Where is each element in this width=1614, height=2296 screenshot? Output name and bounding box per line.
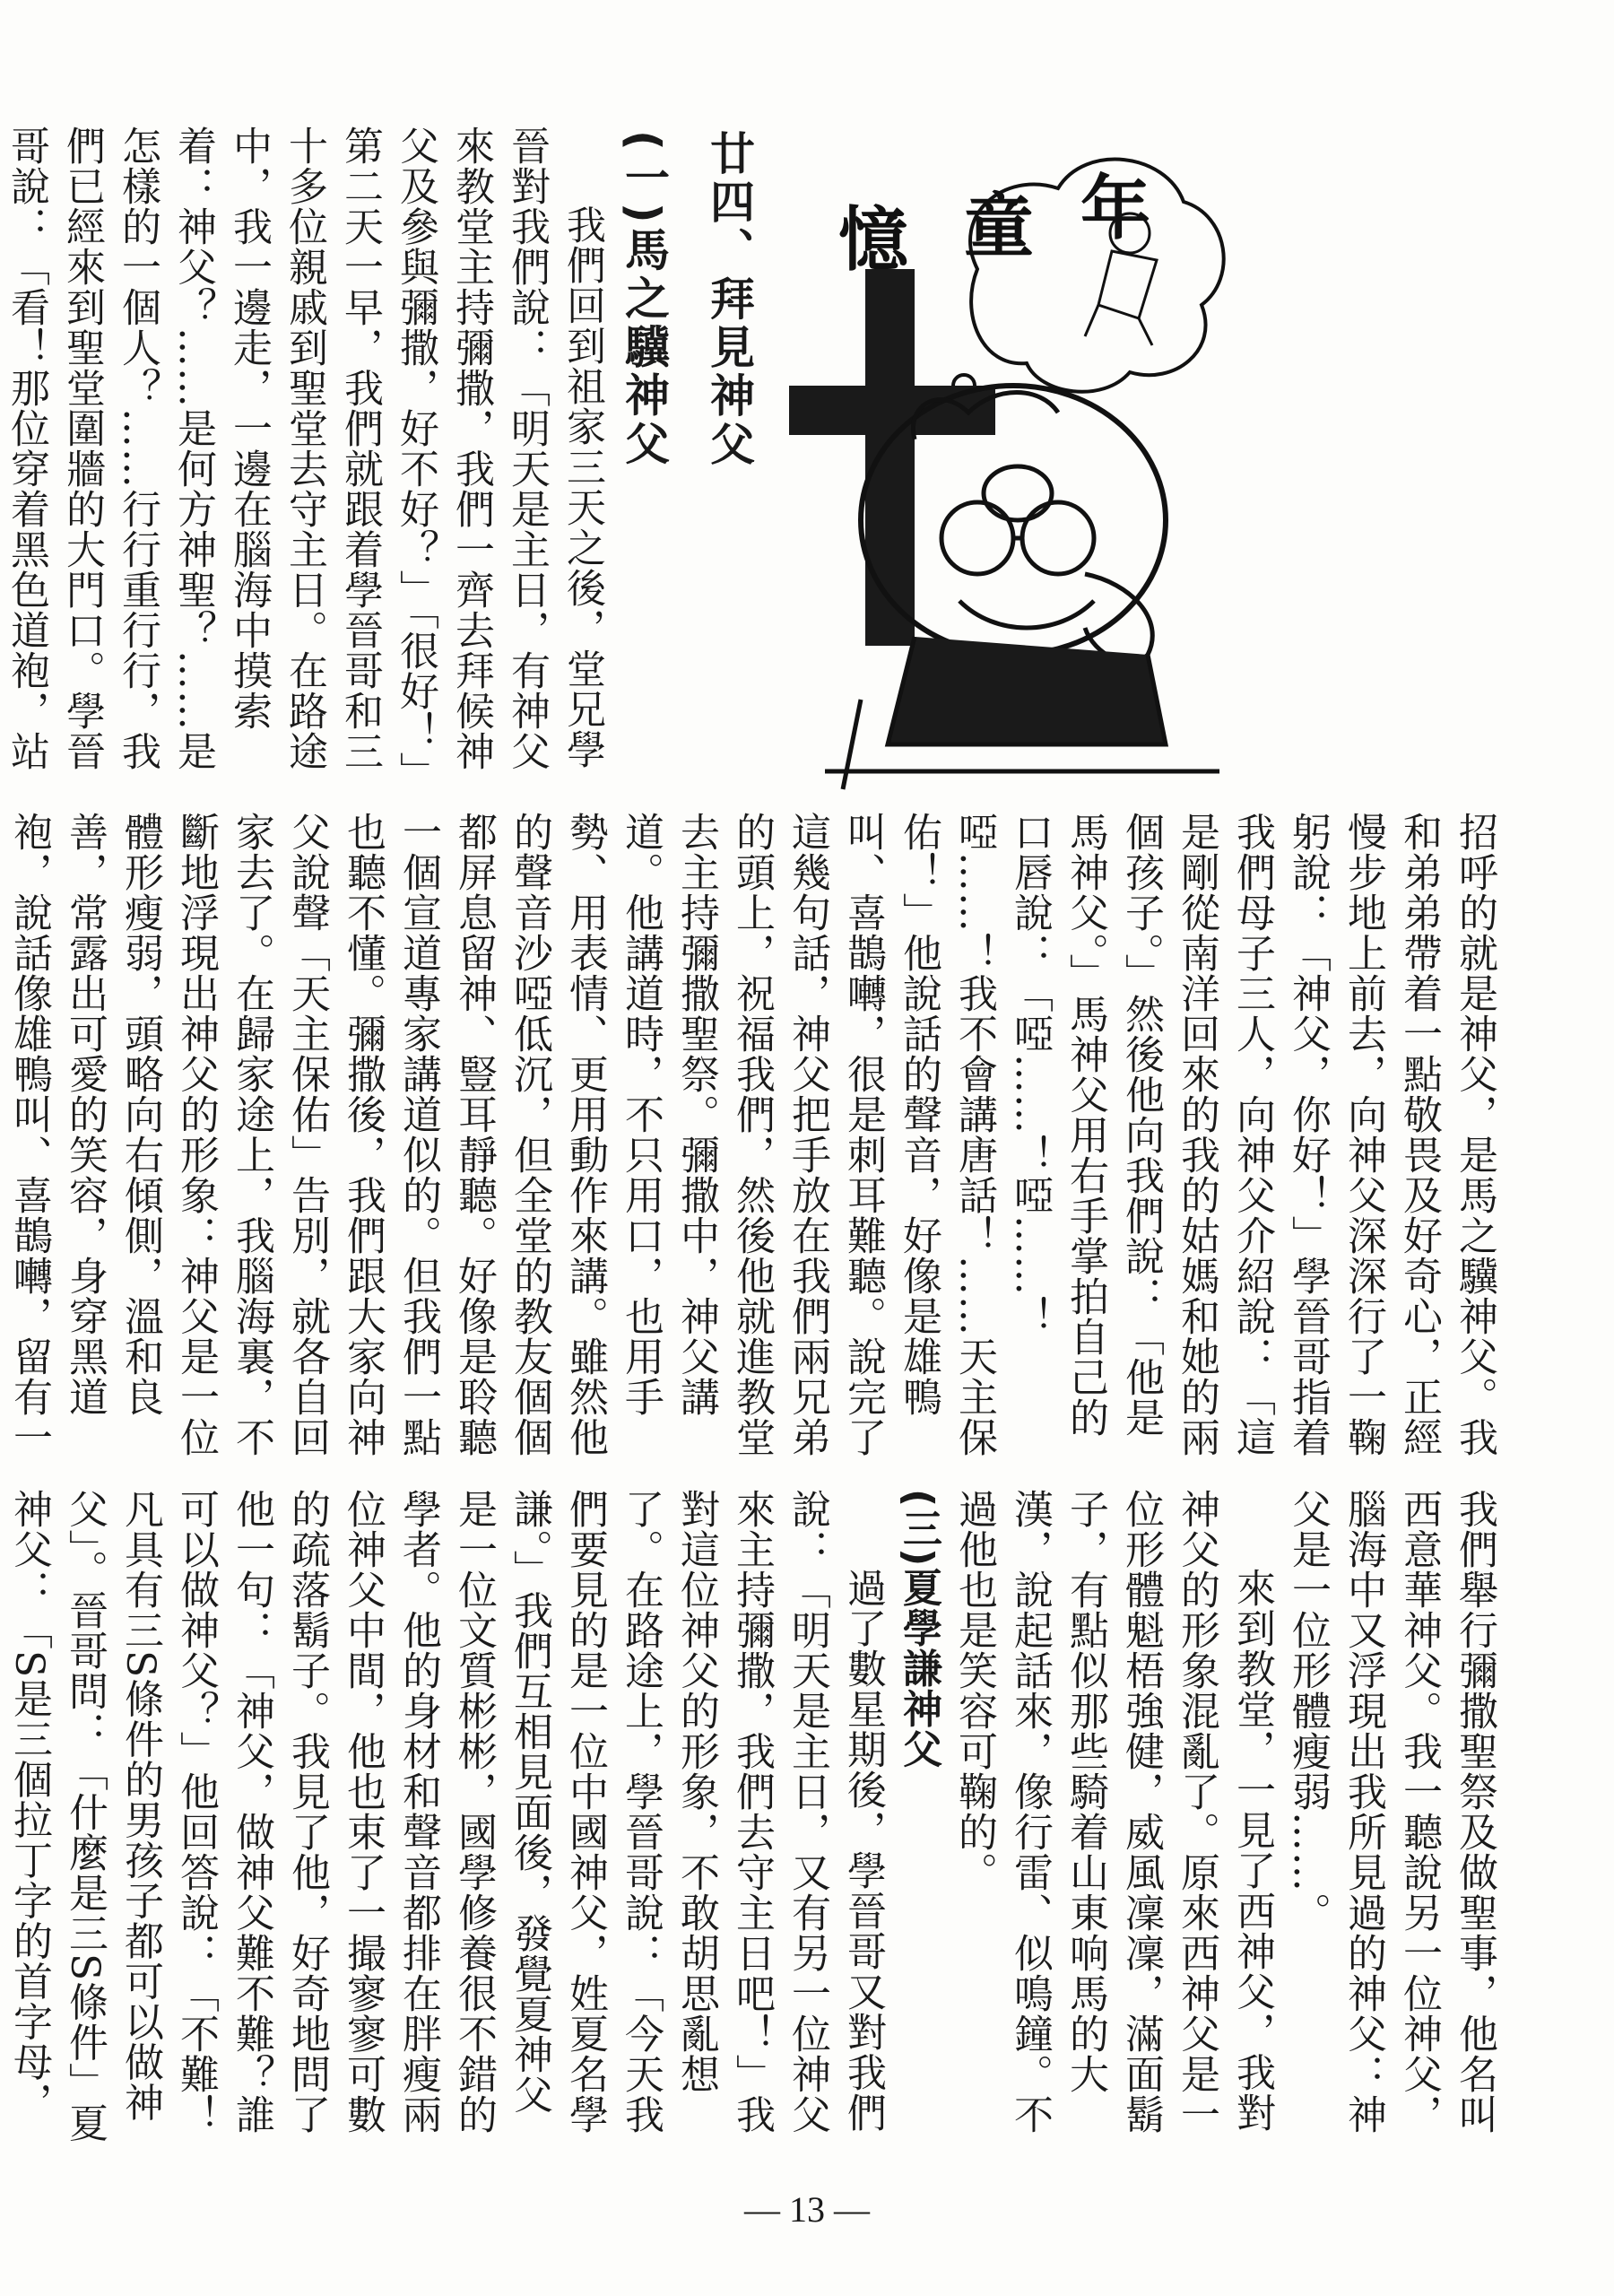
section2-paragraph-2: 來到教堂，一見了西神父，我對神父的形象混亂了。原來西神父是一位形體魁梧強健，威風凜凜，滿面鬍子，有點似那些騎着山東响馬的大漢，說起話來，像行雷、似鳴鐘。不過他也是笑容可鞠的。 <box>951 1489 1275 2135</box>
chapter-title: 廿四、拜見神父 <box>703 130 755 469</box>
section3-heading: (三)夏學謙神父 <box>896 1489 941 1770</box>
section2-paragraph-cont: 我們舉行彌撒聖祭及做聖事，他名叫西意華神父。我一聽說另一位神父，腦海中又浮現出我所見過的神父：神父是一位形體瘦弱……。 <box>1285 1489 1497 2135</box>
section3-paragraph: 過了數星期後，學晉哥又對我們說：「明天是主日，又有另一位神父來主持彌撒，我們去守主日吧！」我對這位神父的形象，不敢胡思亂想了。在路途上，學晉哥說：「今天我們要見的是一位中國神父，姓夏名學謙。」我們互相見面後，發覺夏神父是一位文質彬彬，國學修養很不錯的學者。他的身材和聲音都排在胖瘦兩位神父中間，他也束了一撮寥寥可數的疏落鬍子。我見了他，好奇地問了他一句：「神父，做神父難不難？誰可以做神父？」他回答說：「不難！凡具有三S條件的男孩子都可以做神父」。晉哥問：「什麼是三S條件」夏神父：「S是三個拉丁字的首字母， <box>6 1489 886 2144</box>
middle-text-block <box>6 812 1502 1466</box>
header-char-2: 童 <box>964 187 1035 267</box>
header-char-3: 年 <box>1080 169 1151 249</box>
bottom-text-block <box>6 1489 1502 2144</box>
header-char-1: 憶 <box>838 200 909 281</box>
chapter-title-block <box>618 130 762 776</box>
page-number: — 13 — <box>744 2189 870 2230</box>
section1-paragraph-cont: 招呼的就是神父，是馬之驥神父。我和弟弟帶着一點敬畏及好奇心，正經慢步地上前去，向神父深深行了一鞠躬說：「神父，你好！」學晉哥指着我們母子三人，向神父介紹說：「這是剛從南洋回來的我的姑媽和她的兩個孩子。」然後他向我們說：「他是馬神父。」馬神父用右手掌拍自己的口唇說：「啞……！啞……！啞……！我不會講唐話！……天主保佑！」他說話的聲音，好像是雄鴨叫、喜鵲囀，很是刺耳難聽。說完了這幾句話，神父把手放在我們兩兄弟的頭上，祝福我們，然後他就進教堂去主持彌撒聖祭。彌撒中，神父講道。他講道時，不只用口，也用手勢、用表情、更用動作來講。雖然他的聲音沙啞低沉，但全堂的教友個個都屏息留神、豎耳靜聽。好像是聆聽一個宣道專家講道似的。但我們一點也聽不懂。彌撒後，我們跟大家向神父說聲「天主保佑」告別，就各自回家去了。在歸家途上，我腦海裏，不斷地浮現出神父的形象：神父是一位體形瘦弱，頭略向右傾側，溫和良善，常露出可愛的笑容，身穿黑道袍，說話像雄鴨叫、喜鵲囀，留有一 <box>6 812 1497 1457</box>
section1-heading: (一)馬之驥神父 <box>618 130 670 469</box>
section1-paragraph-start: 我們回到祖家三天之後，堂兄學晉對我們說：「明天是主日，有神父來教堂主持彌撒，我們一齊去拜候神父及參與彌撒，好不好？」「很好！」第二天一早，我們就跟着學晉哥和三十多位親戚到聖堂去守主日。在路途中，我一邊走，一邊在腦海中摸索着：神父？……是何方神聖？……是怎樣的一個人？……行行重行行，我們已經來到聖堂圍牆的大門口。學晉哥說：「看！那位穿着黑色道袍，站 <box>4 126 605 772</box>
top-left-text-block <box>4 126 610 780</box>
